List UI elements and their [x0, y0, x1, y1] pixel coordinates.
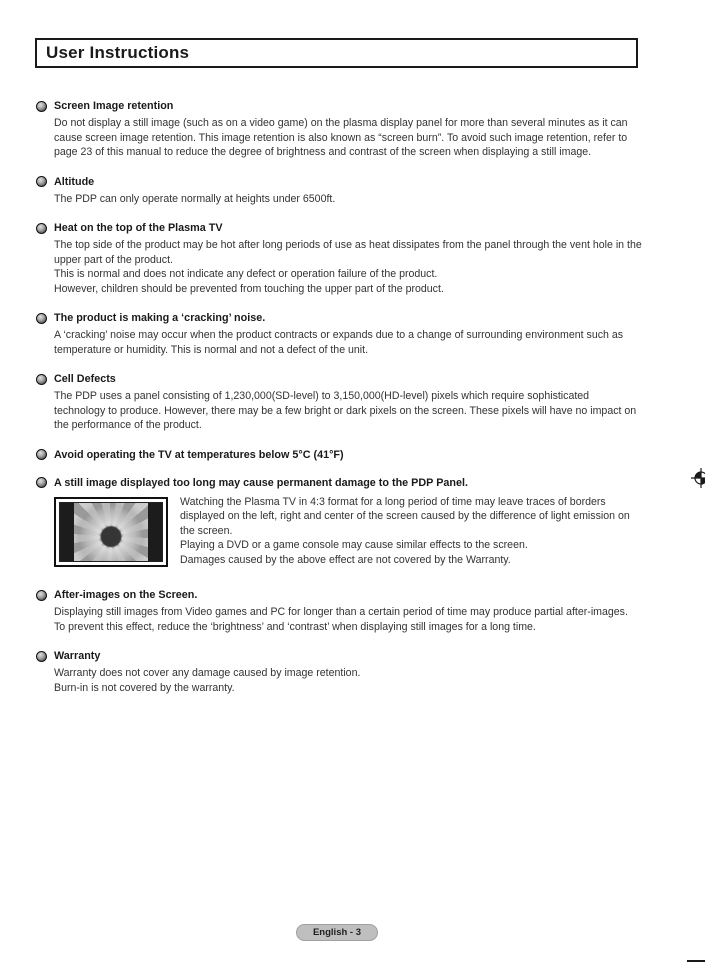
section-body	[54, 389, 642, 433]
sphere-bullet-icon	[36, 374, 47, 385]
instructions-list	[36, 100, 642, 711]
body-paragraph: Warranty does not cover any damage caused by image retention.	[54, 667, 361, 679]
body-paragraph: A ‘cracking’ noise may occur when the product contracts or expands due to a change of surrounding environment such as temperature or humidity. This is normal and not a defect of the unit.	[54, 329, 624, 356]
section-body	[54, 116, 642, 160]
body-paragraph: Do not display a still image (such as on a video game) on the plasma display panel for more than several minutes as it can cause screen image retention. This image retention is also known as “screen burn”. To avoid such image retention, refer to page 23 of this manual to reduce the degree of brightness and contrast of the screen when displaying a still image.	[54, 117, 628, 158]
body-paragraph: To prevent this effect, reduce the ‘brightness’ and ‘contrast’ when displaying still images for a long time.	[54, 620, 536, 633]
sunflower-photo	[74, 503, 148, 561]
section-cell-defects	[36, 373, 642, 433]
section-body	[54, 192, 642, 207]
section-warranty	[36, 650, 642, 695]
body-paragraph: The top side of the product may be hot after long periods of use as heat dissipates from the panel through the vent hole in the upper part of the product.	[54, 239, 642, 266]
page-title-box	[35, 38, 638, 68]
section-avoid-low-temperatures	[36, 449, 642, 461]
body-paragraph: The PDP uses a panel consisting of 1,230,000(SD-level) to 3,150,000(HD-level) pixels which require sophisticated technology to produce. However, there may be a few bright or dark pixels on the screen. These pixels will have no impact on the performance of the product.	[54, 390, 637, 431]
section-heading-row	[36, 100, 642, 112]
page-number-label: English - 3	[312, 927, 362, 938]
sphere-bullet-icon	[36, 477, 47, 488]
sphere-bullet-icon	[36, 651, 47, 662]
section-heading-row	[36, 589, 642, 601]
section-heading: Heat on the top of the Plasma TV	[54, 222, 223, 234]
section-heading: The product is making a ‘cracking’ noise.	[54, 312, 266, 324]
section-heading-row	[36, 477, 642, 489]
sphere-bullet-icon	[36, 313, 47, 324]
sphere-bullet-icon	[36, 176, 47, 187]
sunflower-pillarbox-image	[54, 497, 168, 567]
pillarbox-bar-left	[60, 503, 74, 561]
body-paragraph: The PDP can only operate normally at heights under 6500ft.	[54, 192, 336, 205]
section-heading-row	[36, 222, 642, 234]
body-paragraph: However, children should be prevented from touching the upper part of the product.	[54, 282, 444, 295]
still-image-media-row	[54, 495, 642, 568]
section-heading: Screen Image retention	[54, 100, 174, 112]
sphere-bullet-icon	[36, 590, 47, 601]
body-paragraph: This is normal and does not indicate any defect or operation failure of the product.	[54, 268, 438, 280]
section-heat-on-top	[36, 222, 642, 296]
section-heading: Cell Defects	[54, 373, 116, 385]
pillarbox-bar-right	[148, 503, 162, 561]
tv-screen	[59, 502, 163, 562]
section-heading-row	[36, 449, 642, 461]
section-heading: Avoid operating the TV at temperatures below 5°C (41°F)	[54, 448, 344, 461]
section-body	[54, 328, 642, 357]
registration-crosshair-icon	[691, 468, 705, 488]
sphere-bullet-icon	[36, 223, 47, 234]
body-paragraph: Playing a DVD or a game console may cause similar effects to the screen.	[180, 539, 528, 551]
section-heading-row	[36, 373, 642, 385]
section-heading: Altitude	[54, 175, 95, 188]
section-body	[54, 605, 642, 634]
section-still-image-damage	[36, 477, 642, 568]
sphere-bullet-icon	[36, 101, 47, 112]
section-heading-row	[36, 176, 642, 188]
section-screen-image-retention	[36, 100, 642, 160]
section-heading: After-images on the Screen.	[54, 589, 198, 601]
page-number-badge	[296, 924, 378, 941]
sphere-bullet-icon	[36, 449, 47, 460]
section-heading-row	[36, 312, 642, 324]
section-body	[54, 238, 642, 296]
crop-mark	[687, 960, 705, 962]
page-title: User Instructions	[46, 43, 190, 62]
body-paragraph: Burn-in is not covered by the warranty.	[54, 681, 235, 694]
section-heading: Warranty	[54, 650, 101, 662]
section-heading-row	[36, 650, 642, 662]
section-after-images	[36, 589, 642, 634]
body-paragraph: Watching the Plasma TV in 4:3 format for a long period of time may leave traces of borders displayed on the left, right and center of the screen caused by the difference of light emission on the screen.	[180, 495, 630, 537]
section-cracking-noise	[36, 312, 642, 357]
section-altitude	[36, 176, 642, 207]
section-heading: A still image displayed too long may cause permanent damage to the PDP Panel.	[54, 476, 468, 489]
body-paragraph: Damages caused by the above effect are not covered by the Warranty.	[180, 553, 511, 566]
body-paragraph: Displaying still images from Video games and PC for longer than a certain period of time may produce partial after-images.	[54, 606, 628, 618]
section-body	[54, 666, 642, 695]
section-body	[180, 495, 642, 568]
